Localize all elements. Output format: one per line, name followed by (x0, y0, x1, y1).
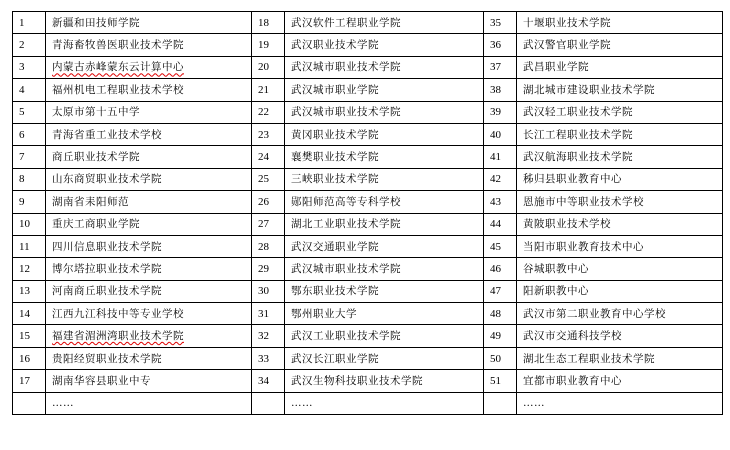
row-number-cell: 12 (13, 258, 46, 280)
school-name-cell: 武汉城市职业技术学院 (285, 258, 484, 280)
row-number-cell: 6 (13, 123, 46, 145)
school-name-cell: 武汉城市职业学院 (285, 79, 484, 101)
table-row (13, 191, 723, 213)
school-name-cell: 武汉航海职业技术学院 (517, 146, 723, 168)
school-name-cell: 武汉市第二职业教育中心学校 (517, 303, 723, 325)
row-number-cell: 15 (13, 325, 46, 347)
school-name-cell: 湖北工业职业技术学院 (285, 213, 484, 235)
table-row (13, 101, 723, 123)
school-name-cell: 鄂东职业技术学院 (285, 280, 484, 302)
school-name-cell: 福州机电工程职业技术学校 (46, 79, 252, 101)
school-name-cell: 武汉生物科技职业技术学院 (285, 370, 484, 392)
row-number-cell: 30 (252, 280, 285, 302)
row-number-cell: 45 (484, 235, 517, 257)
school-name-cell: 阳新职教中心 (517, 280, 723, 302)
row-number-cell: 11 (13, 235, 46, 257)
row-number-cell: 44 (484, 213, 517, 235)
school-name-cell: 重庆工商职业学院 (46, 213, 252, 235)
school-name-cell: 博尔塔拉职业技术学院 (46, 258, 252, 280)
row-number-cell: 7 (13, 146, 46, 168)
school-name-cell: 河南商丘职业技术学院 (46, 280, 252, 302)
row-number-cell: 9 (13, 191, 46, 213)
row-number-cell: 16 (13, 347, 46, 369)
school-name-cell: 宜都市职业教育中心 (517, 370, 723, 392)
row-number-cell: 3 (13, 56, 46, 78)
row-number-cell: 10 (13, 213, 46, 235)
table-row (13, 123, 723, 145)
school-name-cell: 武汉市交通科技学校 (517, 325, 723, 347)
school-name-cell: 湖南省耒阳师范 (46, 191, 252, 213)
school-name-cell: 黄陂职业技术学校 (517, 213, 723, 235)
school-list-table (12, 11, 723, 415)
school-name-cell: 武汉警官职业学院 (517, 34, 723, 56)
row-number-cell: 35 (484, 12, 517, 34)
school-name-cell: 福建省湄洲湾职业技术学院 (46, 325, 252, 347)
row-number-cell: 41 (484, 146, 517, 168)
school-name-cell: 青海畜牧兽医职业技术学院 (46, 34, 252, 56)
school-name-cell: 黄冈职业技术学院 (285, 123, 484, 145)
school-name-cell: 十堰职业技术学院 (517, 12, 723, 34)
table-row (13, 370, 723, 392)
table-row (13, 34, 723, 56)
table-row (13, 235, 723, 257)
school-name-cell: …… (46, 392, 252, 414)
table-row (13, 12, 723, 34)
row-number-cell: 51 (484, 370, 517, 392)
row-number-cell: 13 (13, 280, 46, 302)
school-name-cell: 四川信息职业技术学院 (46, 235, 252, 257)
table-row (13, 325, 723, 347)
table-row (13, 56, 723, 78)
table-row (13, 280, 723, 302)
school-name-cell: 秭归县职业教育中心 (517, 168, 723, 190)
row-number-cell: 17 (13, 370, 46, 392)
table-row (13, 392, 723, 414)
row-number-cell: 24 (252, 146, 285, 168)
school-name-cell: 鄂州职业大学 (285, 303, 484, 325)
row-number-cell: 42 (484, 168, 517, 190)
school-name-cell: 武汉交通职业学院 (285, 235, 484, 257)
row-number-cell: 37 (484, 56, 517, 78)
row-number-cell: 21 (252, 79, 285, 101)
school-name-cell: 当阳市职业教育技术中心 (517, 235, 723, 257)
row-number-cell (252, 392, 285, 414)
school-name-cell: 武昌职业学院 (517, 56, 723, 78)
document-page (12, 11, 723, 415)
school-name-cell: 内蒙古赤峰蒙东云计算中心 (46, 56, 252, 78)
school-name-cell: 三峡职业技术学院 (285, 168, 484, 190)
row-number-cell: 1 (13, 12, 46, 34)
row-number-cell: 39 (484, 101, 517, 123)
table-row (13, 258, 723, 280)
row-number-cell: 28 (252, 235, 285, 257)
school-name-cell: 新疆和田技师学院 (46, 12, 252, 34)
school-name-cell: …… (517, 392, 723, 414)
table-row (13, 303, 723, 325)
row-number-cell: 43 (484, 191, 517, 213)
school-name-cell: …… (285, 392, 484, 414)
school-name-cell: 湖北城市建设职业技术学院 (517, 79, 723, 101)
row-number-cell: 4 (13, 79, 46, 101)
row-number-cell: 26 (252, 191, 285, 213)
school-name-cell: 江西九江科技中等专业学校 (46, 303, 252, 325)
row-number-cell: 50 (484, 347, 517, 369)
table-row (13, 347, 723, 369)
row-number-cell: 23 (252, 123, 285, 145)
row-number-cell: 49 (484, 325, 517, 347)
table-row (13, 168, 723, 190)
row-number-cell: 18 (252, 12, 285, 34)
school-name-cell: 武汉城市职业技术学院 (285, 101, 484, 123)
row-number-cell: 20 (252, 56, 285, 78)
row-number-cell: 2 (13, 34, 46, 56)
row-number-cell: 47 (484, 280, 517, 302)
row-number-cell: 40 (484, 123, 517, 145)
table-row (13, 146, 723, 168)
school-name-cell: 商丘职业技术学院 (46, 146, 252, 168)
row-number-cell: 29 (252, 258, 285, 280)
school-name-cell: 湖北生态工程职业技术学院 (517, 347, 723, 369)
school-name-cell: 襄樊职业技术学院 (285, 146, 484, 168)
row-number-cell: 27 (252, 213, 285, 235)
row-number-cell: 22 (252, 101, 285, 123)
school-name-cell: 郧阳师范高等专科学校 (285, 191, 484, 213)
school-name-cell: 武汉职业技术学院 (285, 34, 484, 56)
row-number-cell: 25 (252, 168, 285, 190)
school-name-cell: 武汉城市职业技术学院 (285, 56, 484, 78)
school-name-cell: 青海省重工业技术学校 (46, 123, 252, 145)
row-number-cell: 31 (252, 303, 285, 325)
row-number-cell: 36 (484, 34, 517, 56)
school-name-cell: 武汉软件工程职业学院 (285, 12, 484, 34)
row-number-cell: 33 (252, 347, 285, 369)
school-name-cell: 太原市第十五中学 (46, 101, 252, 123)
row-number-cell: 5 (13, 101, 46, 123)
row-number-cell: 34 (252, 370, 285, 392)
row-number-cell: 46 (484, 258, 517, 280)
row-number-cell: 32 (252, 325, 285, 347)
row-number-cell: 14 (13, 303, 46, 325)
row-number-cell: 38 (484, 79, 517, 101)
row-number-cell: 19 (252, 34, 285, 56)
school-name-cell: 恩施市中等职业技术学校 (517, 191, 723, 213)
row-number-cell: 48 (484, 303, 517, 325)
school-name-cell: 武汉工业职业技术学院 (285, 325, 484, 347)
row-number-cell (13, 392, 46, 414)
school-name-cell: 谷城职教中心 (517, 258, 723, 280)
school-name-cell: 长江工程职业技术学院 (517, 123, 723, 145)
school-name-cell: 武汉轻工职业技术学院 (517, 101, 723, 123)
row-number-cell: 8 (13, 168, 46, 190)
school-name-cell: 山东商贸职业技术学院 (46, 168, 252, 190)
school-name-cell: 湖南华容县职业中专 (46, 370, 252, 392)
table-row (13, 79, 723, 101)
school-name-cell: 武汉长江职业学院 (285, 347, 484, 369)
table-row (13, 213, 723, 235)
table-body (13, 12, 723, 415)
school-name-cell: 贵阳经贸职业技术学院 (46, 347, 252, 369)
row-number-cell (484, 392, 517, 414)
